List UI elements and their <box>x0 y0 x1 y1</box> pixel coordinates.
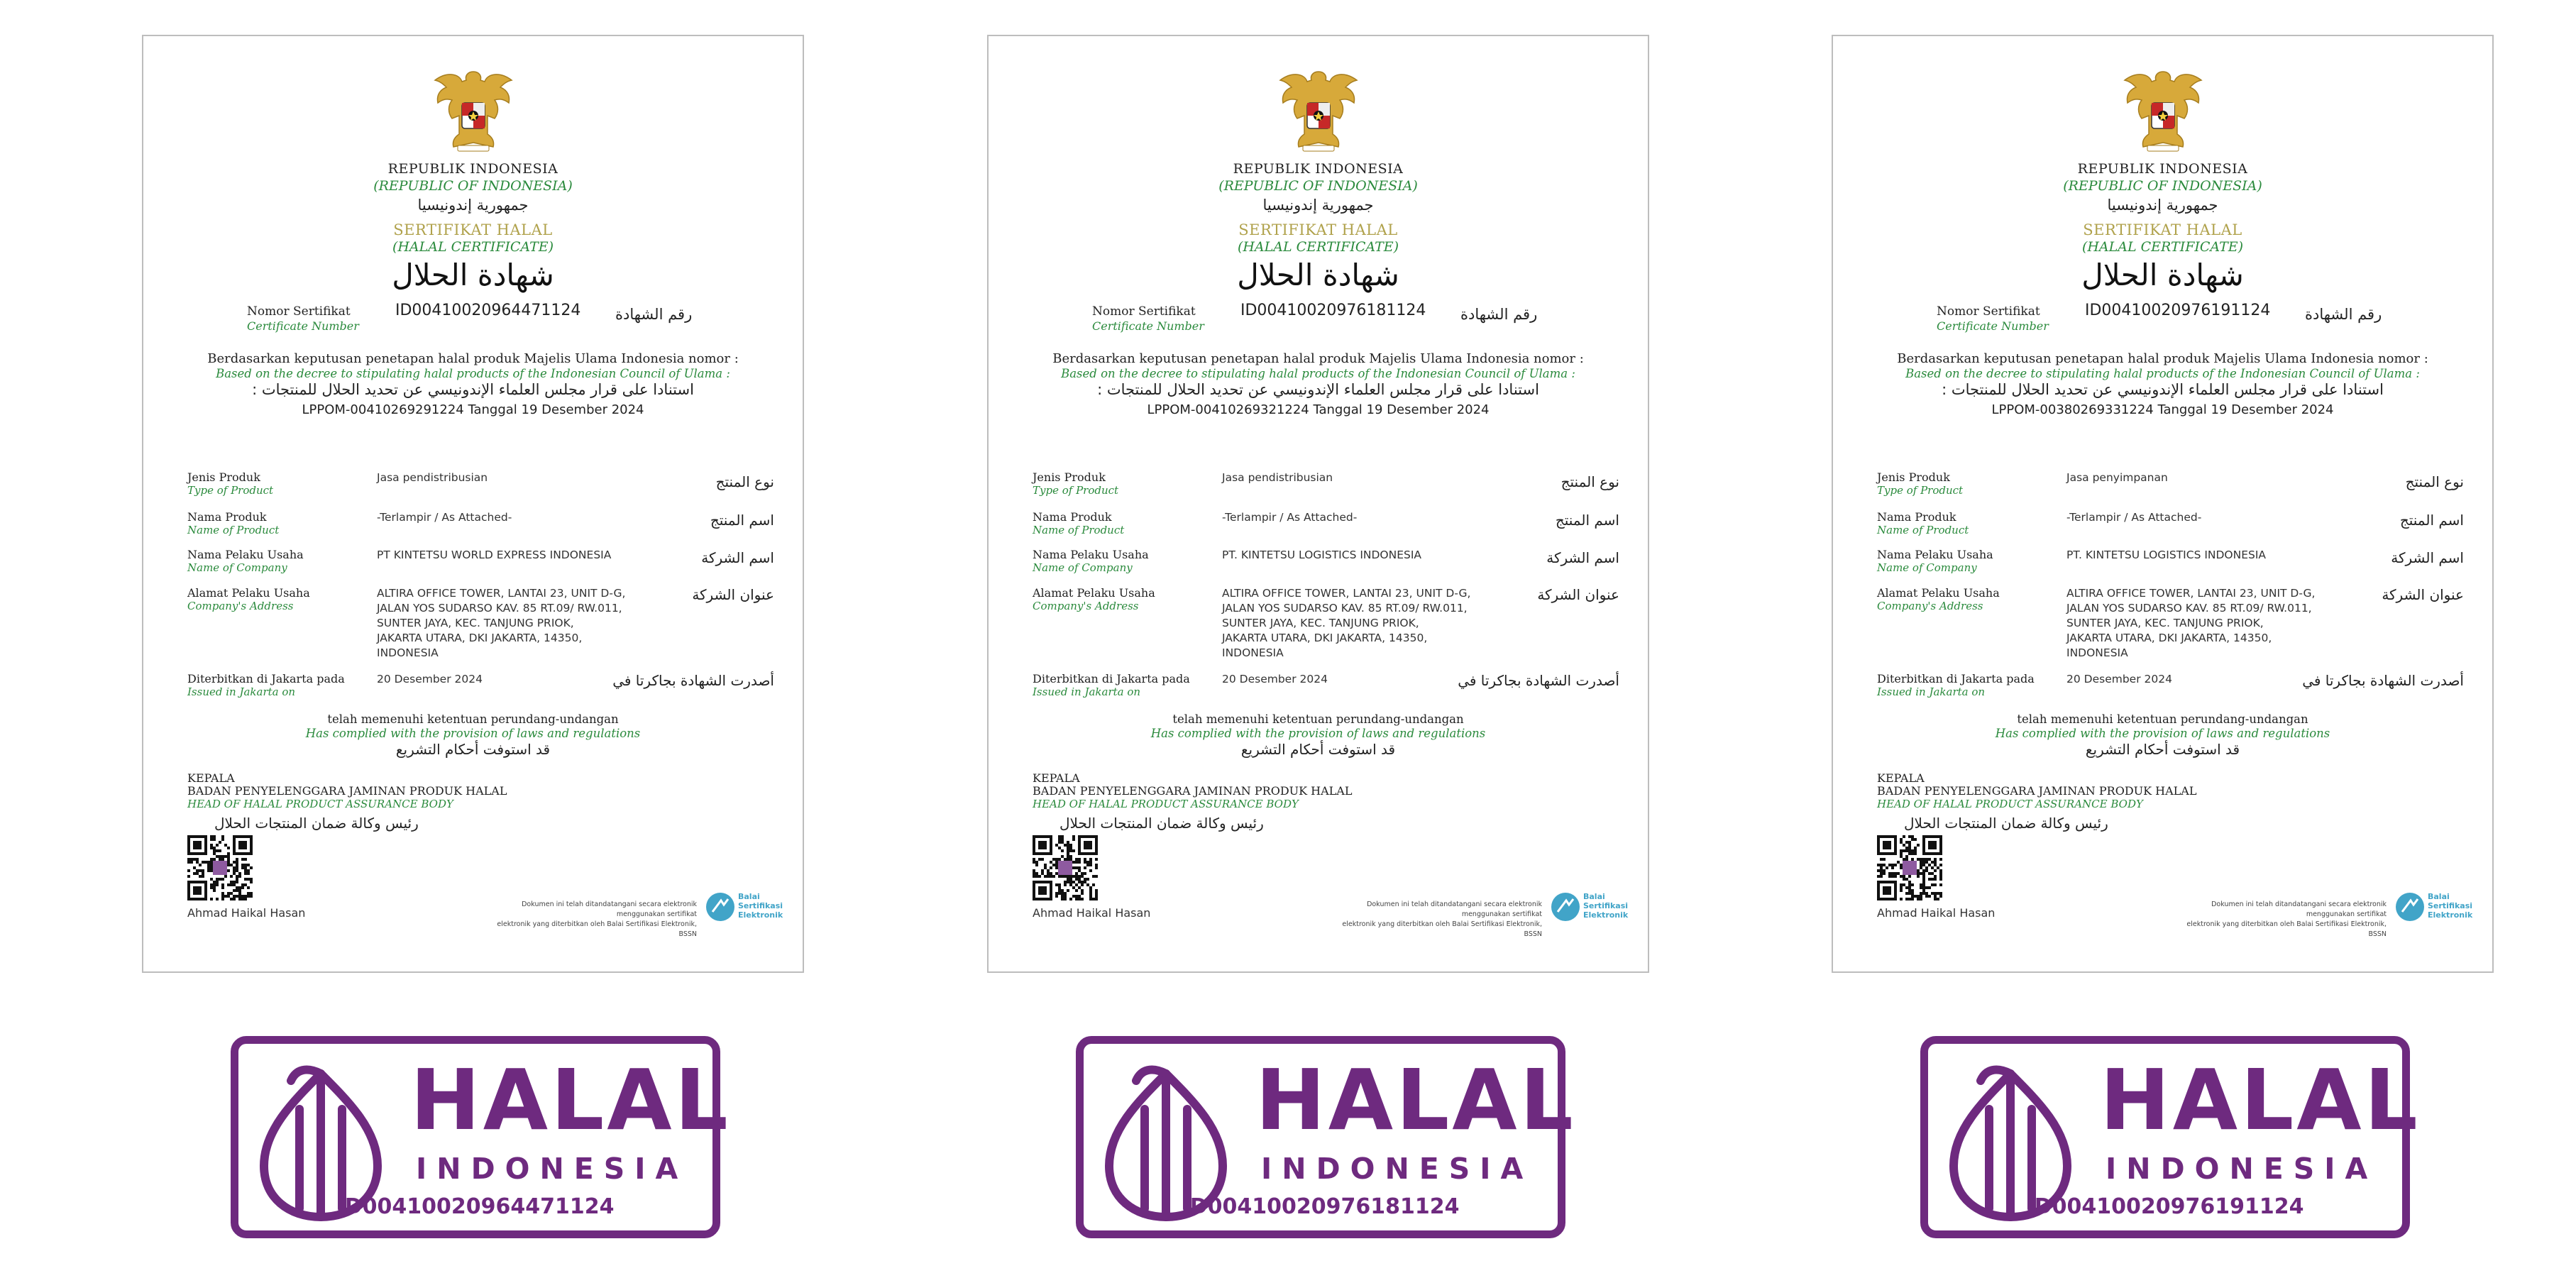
certificate-title-ar: شهادة الحلال <box>392 258 554 292</box>
company-address-value: ALTIRA OFFICE TOWER, LANTAI 23, UNIT D-G, JALAN YOS SUDARSO KAV. 85 RT.09/ RW.011, SUNTER JAYA, KEC. TANJUNG PRIOK, JAKARTA UTARA, DKI JAKARTA, 14350, INDONESIA <box>377 587 626 659</box>
product-name-value: -Terlampir / As Attached- <box>2066 511 2202 524</box>
bse-logo-text <box>738 892 783 920</box>
electronic-signature-note <box>477 900 697 940</box>
product-type-value: Jasa pendistribusian <box>377 471 488 484</box>
product-type-label-id: Jenis Produk <box>187 470 260 484</box>
lppom-number: LPPOM-00410269321224 Tanggal 19 Desember 2024 <box>1147 402 1490 417</box>
label-certificate-number: ID00410020964471124 <box>336 1194 615 1219</box>
company-name-label-en: Name of Company <box>1877 561 1977 574</box>
label-certificate-number: ID00410020976181124 <box>1182 1194 1460 1219</box>
qr-code-icon <box>187 835 253 900</box>
company-name-label-en: Name of Company <box>1033 561 1133 574</box>
issue-date-label-id: Diterbitkan di Jakarta pada <box>1033 672 1190 685</box>
decree-text: Berdasarkan keputusan penetapan halal produk Majelis Ulama Indonesia nomor : <box>207 351 739 366</box>
product-type-label-en: Type of Product <box>1877 484 1964 497</box>
electronic-signature-note <box>1322 900 1542 940</box>
lppom-number: LPPOM-00380269331224 Tanggal 19 Desember 2024 <box>1991 402 2334 417</box>
company-address-label-id: Alamat Pelaku Usaha <box>1877 586 2000 600</box>
product-type-label-id: Jenis Produk <box>1877 470 1950 484</box>
electronic-signature-note-1: Dokumen ini telah ditandatangani secara elektronik menggunakan sertifikat <box>522 900 697 918</box>
garuda-emblem-icon <box>1276 66 1361 157</box>
halal-indonesia-label <box>1920 1036 2421 1238</box>
company-address-label-ar: عنوان الشركة <box>2382 586 2464 603</box>
product-name-value: -Terlampir / As Attached- <box>377 511 512 524</box>
product-name-label-ar: اسم المنتج <box>1555 512 1619 529</box>
company-address-label-ar: عنوان الشركة <box>1537 586 1619 603</box>
electronic-signature-note-2: elektronik yang diterbitkan oleh Balai Sertifikasi Elektronik, BSSN <box>2186 920 2387 938</box>
issue-date-label <box>1033 672 1190 698</box>
electronic-signature-note-2: elektronik yang diterbitkan oleh Balai Sertifikasi Elektronik, BSSN <box>497 920 697 938</box>
company-name-label-id: Nama Pelaku Usaha <box>1033 548 1149 561</box>
certificate-number-label-id: Nomor Sertifikat <box>1937 304 2040 319</box>
bse-text-2: Sertifikasi <box>738 901 783 910</box>
company-name-label <box>1033 548 1149 574</box>
product-name-label-id: Nama Produk <box>1033 510 1112 524</box>
bse-text-2: Sertifikasi <box>2428 901 2473 910</box>
decree-text-ar: استنادا على قرار مجلس العلماء الإندونيسي عن تحديد الحلال للمنتجات : <box>1942 381 2384 398</box>
compliance-text: telah memenuhi ketentuan perundang-undangan <box>2017 712 2308 726</box>
electronic-signature-note <box>2167 900 2387 940</box>
issue-date-label-en: Issued in Jakarta on <box>1033 685 1141 698</box>
decree-text: Berdasarkan keputusan penetapan halal produk Majelis Ulama Indonesia nomor : <box>1052 351 1584 366</box>
decree-text-en: Based on the decree to stipulating halal products of the Indonesian Council of Ulama : <box>1061 367 1575 380</box>
product-type-label <box>1033 470 1118 497</box>
decree-text-ar: استنادا على قرار مجلس العلماء الإندونيسي عن تحديد الحلال للمنتجات : <box>1097 381 1539 398</box>
compliance-text-en: Has complied with the provision of laws and regulations <box>305 727 641 740</box>
halal-certificate <box>142 35 804 973</box>
product-type-label-id: Jenis Produk <box>1033 470 1106 484</box>
garuda-emblem-icon <box>2120 66 2206 157</box>
company-address-label-ar: عنوان الشركة <box>692 586 774 603</box>
republic-title-en: (REPUBLIC OF INDONESIA) <box>2063 178 2262 194</box>
certificate-number-label-id: Nomor Sertifikat <box>1092 304 1196 319</box>
indonesia-word: INDONESIA <box>2106 1152 2378 1186</box>
company-address-label-en: Company's Address <box>187 600 294 612</box>
certificate-number-label-ar: رقم الشهادة <box>1460 306 1538 323</box>
company-address-label <box>187 586 310 612</box>
company-address-label-en: Company's Address <box>1877 600 1983 612</box>
bse-text-3: Elektronik <box>1583 910 1629 920</box>
electronic-signature-note-2: elektronik yang diterbitkan oleh Balai Sertifikasi Elektronik, BSSN <box>1342 920 1542 938</box>
product-type-label <box>187 470 273 497</box>
product-type-label-en: Type of Product <box>187 484 274 497</box>
lppom-number: LPPOM-00410269291224 Tanggal 19 Desember 2024 <box>302 402 644 417</box>
certificate-number-label-en: Certificate Number <box>247 319 359 333</box>
company-name-label-en: Name of Company <box>187 561 287 574</box>
decree-text-en: Based on the decree to stipulating halal products of the Indonesian Council of Ulama : <box>216 367 730 380</box>
product-type-label-ar: نوع المنتج <box>2405 473 2464 490</box>
halal-word: HALAL <box>410 1051 731 1149</box>
company-name-label-ar: اسم الشركة <box>1546 549 1619 566</box>
decree-text-ar: استنادا على قرار مجلس العلماء الإندونيسي عن تحديد الحلال للمنتجات : <box>252 381 694 398</box>
certificate-number-label-id: Nomor Sertifikat <box>247 304 351 319</box>
company-name-label <box>187 548 304 574</box>
company-name-value: PT KINTETSU WORLD EXPRESS INDONESIA <box>377 549 612 561</box>
issue-date-label-id: Diterbitkan di Jakarta pada <box>1877 672 2035 685</box>
certificate-title-en: (HALAL CERTIFICATE) <box>1237 239 1399 255</box>
issue-date-value: 20 Desember 2024 <box>377 673 483 685</box>
product-name-label-en: Name of Product <box>187 524 280 536</box>
company-address-label <box>1877 586 2000 612</box>
republic-title-en: (REPUBLIC OF INDONESIA) <box>373 178 573 194</box>
signatory-head: KEPALA <box>1033 771 1080 785</box>
certificate-number: ID00410020964471124 <box>395 302 581 319</box>
republic-title: REPUBLIK INDONESIA <box>1233 161 1404 177</box>
certificate-number-label-en: Certificate Number <box>1937 319 2049 333</box>
issue-date-label-en: Issued in Jakarta on <box>187 685 296 698</box>
compliance-text-ar: قد استوفت أحكام التشريع <box>2085 741 2240 758</box>
company-name-label-id: Nama Pelaku Usaha <box>1877 548 1993 561</box>
halal-word: HALAL <box>1255 1051 1576 1149</box>
garuda-emblem-icon <box>431 66 516 157</box>
compliance-text: telah memenuhi ketentuan perundang-undangan <box>1172 712 1464 726</box>
certificate-number-label <box>247 304 359 333</box>
electronic-signature-note-1: Dokumen ini telah ditandatangani secara elektronik menggunakan sertifikat <box>1367 900 1542 918</box>
company-name-value: PT. KINTETSU LOGISTICS INDONESIA <box>2066 549 2267 561</box>
republic-title-ar: جمهورية إندونيسيا <box>2107 197 2218 214</box>
indonesia-word: INDONESIA <box>416 1152 688 1186</box>
signatory-agency-ar: رئيس وكالة ضمان المنتجات الحلال <box>1059 815 1264 832</box>
certificate-number-label-ar: رقم الشهادة <box>2305 306 2382 323</box>
product-type-value: Jasa pendistribusian <box>1222 471 1333 484</box>
product-type-label-ar: نوع المنتج <box>1561 473 1619 490</box>
republic-title-en: (REPUBLIC OF INDONESIA) <box>1218 178 1418 194</box>
bse-text-1: Balai <box>1583 892 1605 901</box>
republic-title-ar: جمهورية إندونيسيا <box>1262 197 1374 214</box>
bse-logo-text <box>1583 892 1628 920</box>
bse-text-2: Sertifikasi <box>1583 901 1629 910</box>
certificate-number: ID00410020976191124 <box>2085 302 2271 319</box>
certificate-number-label <box>1092 304 1204 333</box>
signatory-agency-en: HEAD OF HALAL PRODUCT ASSURANCE BODY <box>1033 798 1299 810</box>
halal-indonesia-label <box>231 1036 731 1238</box>
product-name-label-ar: اسم المنتج <box>710 512 774 529</box>
certificate-number: ID00410020976181124 <box>1240 302 1426 319</box>
certificate-title: SERTIFIKAT HALAL <box>393 221 553 238</box>
product-name-label-en: Name of Product <box>1877 524 1969 536</box>
product-type-value: Jasa penyimpanan <box>2066 471 2168 484</box>
signatory-agency-en: HEAD OF HALAL PRODUCT ASSURANCE BODY <box>187 798 453 810</box>
signatory-agency-ar: رئيس وكالة ضمان المنتجات الحلال <box>214 815 419 832</box>
label-certificate-number: ID00410020976191124 <box>2026 1194 2304 1219</box>
bse-text-1: Balai <box>2428 892 2450 901</box>
compliance-text-ar: قد استوفت أحكام التشريع <box>1240 741 1396 758</box>
issue-date-label-ar: أصدرت الشهادة بجاكرتا في <box>1458 672 1619 689</box>
certificate-title: SERTIFIKAT HALAL <box>1238 221 1398 238</box>
product-name-value: -Terlampir / As Attached- <box>1222 511 1358 524</box>
issue-date-label-ar: أصدرت الشهادة بجاكرتا في <box>2302 672 2464 689</box>
company-name-label-ar: اسم الشركة <box>2391 549 2464 566</box>
decree-text: Berdasarkan keputusan penetapan halal produk Majelis Ulama Indonesia nomor : <box>1897 351 2428 366</box>
signatory-title <box>1033 772 1352 810</box>
halal-certificate <box>1832 35 2494 973</box>
signer-name: Ahmad Haikal Hasan <box>1877 906 1996 920</box>
electronic-signature-note-1: Dokumen ini telah ditandatangani secara elektronik menggunakan sertifikat <box>2211 900 2387 918</box>
company-address-value: ALTIRA OFFICE TOWER, LANTAI 23, UNIT D-G, JALAN YOS SUDARSO KAV. 85 RT.09/ RW.011, SUNTER JAYA, KEC. TANJUNG PRIOK, JAKARTA UTARA, DKI JAKARTA, 14350, INDONESIA <box>1222 587 1471 659</box>
product-type-label-en: Type of Product <box>1033 484 1119 497</box>
signatory-head: KEPALA <box>187 771 235 785</box>
company-address-label-id: Alamat Pelaku Usaha <box>187 586 310 600</box>
issue-date-value: 20 Desember 2024 <box>2066 673 2172 685</box>
indonesia-word: INDONESIA <box>1261 1152 1534 1186</box>
product-type-label <box>1877 470 1963 497</box>
company-address-label <box>1033 586 1155 612</box>
republic-title-ar: جمهورية إندونيسيا <box>417 197 529 214</box>
decree-text-en: Based on the decree to stipulating halal products of the Indonesian Council of Ulama : <box>1905 367 2420 380</box>
signer-name: Ahmad Haikal Hasan <box>187 906 306 920</box>
company-name-value: PT. KINTETSU LOGISTICS INDONESIA <box>1222 549 1422 561</box>
halal-indonesia-label <box>1076 1036 1576 1238</box>
issue-date-value: 20 Desember 2024 <box>1222 673 1328 685</box>
republic-title: REPUBLIK INDONESIA <box>2077 161 2248 177</box>
signatory-agency: BADAN PENYELENGGARA JAMINAN PRODUK HALAL <box>1877 784 2197 798</box>
issue-date-label-ar: أصدرت الشهادة بجاكرتا في <box>612 672 774 689</box>
certificate-title-en: (HALAL CERTIFICATE) <box>392 239 554 255</box>
signatory-title <box>187 772 507 810</box>
signatory-agency-en: HEAD OF HALAL PRODUCT ASSURANCE BODY <box>1877 798 2143 810</box>
issue-date-label <box>187 672 345 698</box>
bse-text-3: Elektronik <box>2428 910 2473 920</box>
certificate-title-ar: شهادة الحلال <box>2081 258 2244 292</box>
issue-date-label-en: Issued in Jakarta on <box>1877 685 1986 698</box>
company-address-label-id: Alamat Pelaku Usaha <box>1033 586 1155 600</box>
bse-text-3: Elektronik <box>738 910 783 920</box>
certificate-title-ar: شهادة الحلال <box>1237 258 1399 292</box>
qr-code-icon <box>1033 835 1098 900</box>
certificate-number-label-en: Certificate Number <box>1092 319 1204 333</box>
product-name-label <box>1877 510 1969 536</box>
issue-date-label <box>1877 672 2035 698</box>
company-name-label <box>1877 548 1993 574</box>
compliance-text-en: Has complied with the provision of laws and regulations <box>1150 727 1486 740</box>
product-name-label-id: Nama Produk <box>187 510 267 524</box>
product-type-label-ar: نوع المنتج <box>715 473 774 490</box>
product-name-label-en: Name of Product <box>1033 524 1125 536</box>
compliance-text: telah memenuhi ketentuan perundang-undangan <box>327 712 619 726</box>
bse-logo-text <box>2428 892 2472 920</box>
bse-text-1: Balai <box>738 892 760 901</box>
issue-date-label-id: Diterbitkan di Jakarta pada <box>187 672 345 685</box>
signatory-agency: BADAN PENYELENGGARA JAMINAN PRODUK HALAL <box>1033 784 1353 798</box>
company-name-label-id: Nama Pelaku Usaha <box>187 548 304 561</box>
certificate-number-label <box>1937 304 2049 333</box>
company-name-label-ar: اسم الشركة <box>701 549 774 566</box>
product-name-label <box>187 510 279 536</box>
halal-certificate <box>987 35 1649 973</box>
company-address-value: ALTIRA OFFICE TOWER, LANTAI 23, UNIT D-G, JALAN YOS SUDARSO KAV. 85 RT.09/ RW.011, SUNTER JAYA, KEC. TANJUNG PRIOK, JAKARTA UTARA, DKI JAKARTA, 14350, INDONESIA <box>2066 587 2316 659</box>
certificate-title: SERTIFIKAT HALAL <box>2083 221 2242 238</box>
signatory-agency: BADAN PENYELENGGARA JAMINAN PRODUK HALAL <box>187 784 507 798</box>
product-name-label-id: Nama Produk <box>1877 510 1956 524</box>
product-name-label-ar: اسم المنتج <box>2399 512 2464 529</box>
signatory-agency-ar: رئيس وكالة ضمان المنتجات الحلال <box>1904 815 2108 832</box>
compliance-text-ar: قد استوفت أحكام التشريع <box>395 741 551 758</box>
republic-title: REPUBLIK INDONESIA <box>387 161 558 177</box>
certificate-title-en: (HALAL CERTIFICATE) <box>2081 239 2244 255</box>
signer-name: Ahmad Haikal Hasan <box>1033 906 1151 920</box>
qr-code-icon <box>1877 835 1942 900</box>
certificate-number-label-ar: رقم الشهادة <box>615 306 693 323</box>
signatory-title <box>1877 772 2196 810</box>
compliance-text-en: Has complied with the provision of laws and regulations <box>1995 727 2330 740</box>
company-address-label-en: Company's Address <box>1033 600 1139 612</box>
halal-word: HALAL <box>2100 1051 2421 1149</box>
signatory-head: KEPALA <box>1877 771 1925 785</box>
product-name-label <box>1033 510 1124 536</box>
